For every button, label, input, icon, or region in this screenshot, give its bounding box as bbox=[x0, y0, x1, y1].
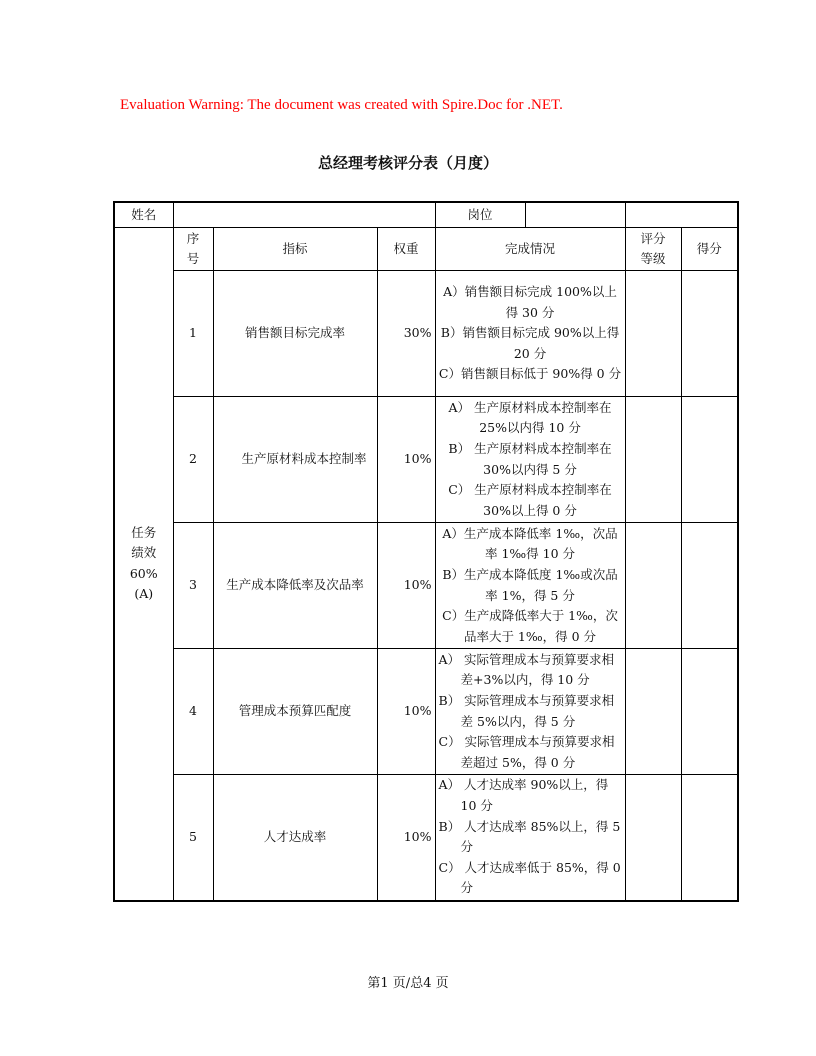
row-weight: 10% bbox=[377, 523, 435, 649]
table-row bbox=[114, 397, 738, 523]
row-weight: 10% bbox=[377, 649, 435, 775]
condition-c: C）销售额目标低于 90%得 0 分 bbox=[438, 366, 622, 382]
col-seq: 序号 bbox=[173, 228, 213, 271]
row-seq: 1 bbox=[173, 271, 213, 397]
position-value[interactable] bbox=[625, 202, 738, 228]
category-cell bbox=[114, 228, 173, 901]
position-label: 岗位 bbox=[436, 203, 526, 227]
row-indicator: 生产成本降低率及次品率 bbox=[213, 523, 377, 649]
condition-b: B）销售额目标完成 90%以上得 20 分 bbox=[440, 325, 620, 361]
category-line1: 任务 bbox=[131, 524, 157, 540]
row-conditions bbox=[435, 271, 625, 397]
row-grade[interactable] bbox=[625, 649, 681, 775]
table-row bbox=[114, 523, 738, 649]
table-row bbox=[114, 775, 738, 901]
condition-b: B）生产成本降低度 1‰或次品率 1%，得 5 分 bbox=[442, 566, 618, 603]
evaluation-warning: Evaluation Warning: The document was created with Spire.Doc for .NET. bbox=[120, 97, 563, 113]
col-completion: 完成情况 bbox=[435, 228, 625, 271]
row-score[interactable] bbox=[681, 397, 738, 523]
condition-c: C） 人才达成率低于 85%，得 0 分 bbox=[438, 859, 621, 896]
condition-a: A）生产成本降低率 1‰，次品率 1‰得 10 分 bbox=[442, 525, 618, 562]
row-indicator: 销售额目标完成率 bbox=[213, 271, 377, 397]
condition-b: B） 人才达成率 85%以上，得 5 分 bbox=[438, 818, 621, 855]
score-table bbox=[113, 201, 739, 902]
name-value[interactable] bbox=[173, 202, 435, 228]
condition-c: C）生产成降低率大于 1‰，次品率大于 1‰，得 0 分 bbox=[442, 608, 618, 644]
row-grade[interactable] bbox=[625, 397, 681, 523]
condition-a: A） 生产原材料成本控制率在 25%以内得 10 分 bbox=[448, 399, 612, 436]
header-row bbox=[114, 202, 738, 228]
col-grade: 评分等级 bbox=[625, 228, 681, 271]
row-weight: 30% bbox=[377, 271, 435, 397]
category-line3: 60% bbox=[129, 565, 158, 581]
condition-c: C） 生产原材料成本控制率在 30%以上得 0 分 bbox=[448, 482, 612, 518]
table-row bbox=[114, 271, 738, 397]
condition-b: B） 生产原材料成本控制率在 30%以内得 5 分 bbox=[448, 440, 612, 477]
col-indicator: 指标 bbox=[213, 228, 377, 271]
row-conditions bbox=[435, 397, 625, 523]
row-conditions bbox=[435, 775, 625, 901]
row-grade[interactable] bbox=[625, 775, 681, 901]
row-indicator: 生产原材料成本控制率 bbox=[213, 397, 377, 523]
page-footer: 第1 页/总4 页 bbox=[367, 976, 449, 991]
row-grade[interactable] bbox=[625, 271, 681, 397]
row-weight: 10% bbox=[377, 775, 435, 901]
row-score[interactable] bbox=[681, 649, 738, 775]
category-line2: 绩效 bbox=[131, 545, 157, 561]
condition-a: A）销售额目标完成 100%以上得 30 分 bbox=[443, 284, 617, 320]
col-score: 得分 bbox=[681, 228, 738, 271]
row-seq: 4 bbox=[173, 649, 213, 775]
row-score[interactable] bbox=[681, 523, 738, 649]
row-grade[interactable] bbox=[625, 523, 681, 649]
col-weight: 权重 bbox=[377, 228, 435, 271]
row-indicator: 管理成本预算匹配度 bbox=[213, 649, 377, 775]
name-label: 姓名 bbox=[114, 202, 173, 228]
condition-a: A） 人才达成率 90%以上，得 10 分 bbox=[438, 777, 609, 814]
row-indicator: 人才达成率 bbox=[213, 775, 377, 901]
row-conditions bbox=[435, 649, 625, 775]
row-seq: 5 bbox=[173, 775, 213, 901]
category-line4: (A) bbox=[134, 586, 154, 602]
page-title: 总经理考核评分表（月度） bbox=[317, 154, 498, 172]
row-score[interactable] bbox=[681, 271, 738, 397]
condition-a: A） 实际管理成本与预算要求相差+3%以内，得 10 分 bbox=[438, 651, 615, 688]
row-weight: 10% bbox=[377, 397, 435, 523]
table-row bbox=[114, 649, 738, 775]
row-score[interactable] bbox=[681, 775, 738, 901]
column-header-row bbox=[114, 228, 738, 271]
condition-b: B） 实际管理成本与预算要求相差 5%以内，得 5 分 bbox=[438, 692, 615, 729]
row-conditions bbox=[435, 523, 625, 649]
row-seq: 3 bbox=[173, 523, 213, 649]
condition-c: C） 实际管理成本与预算要求相差超过 5%，得 0 分 bbox=[438, 734, 615, 770]
row-seq: 2 bbox=[173, 397, 213, 523]
